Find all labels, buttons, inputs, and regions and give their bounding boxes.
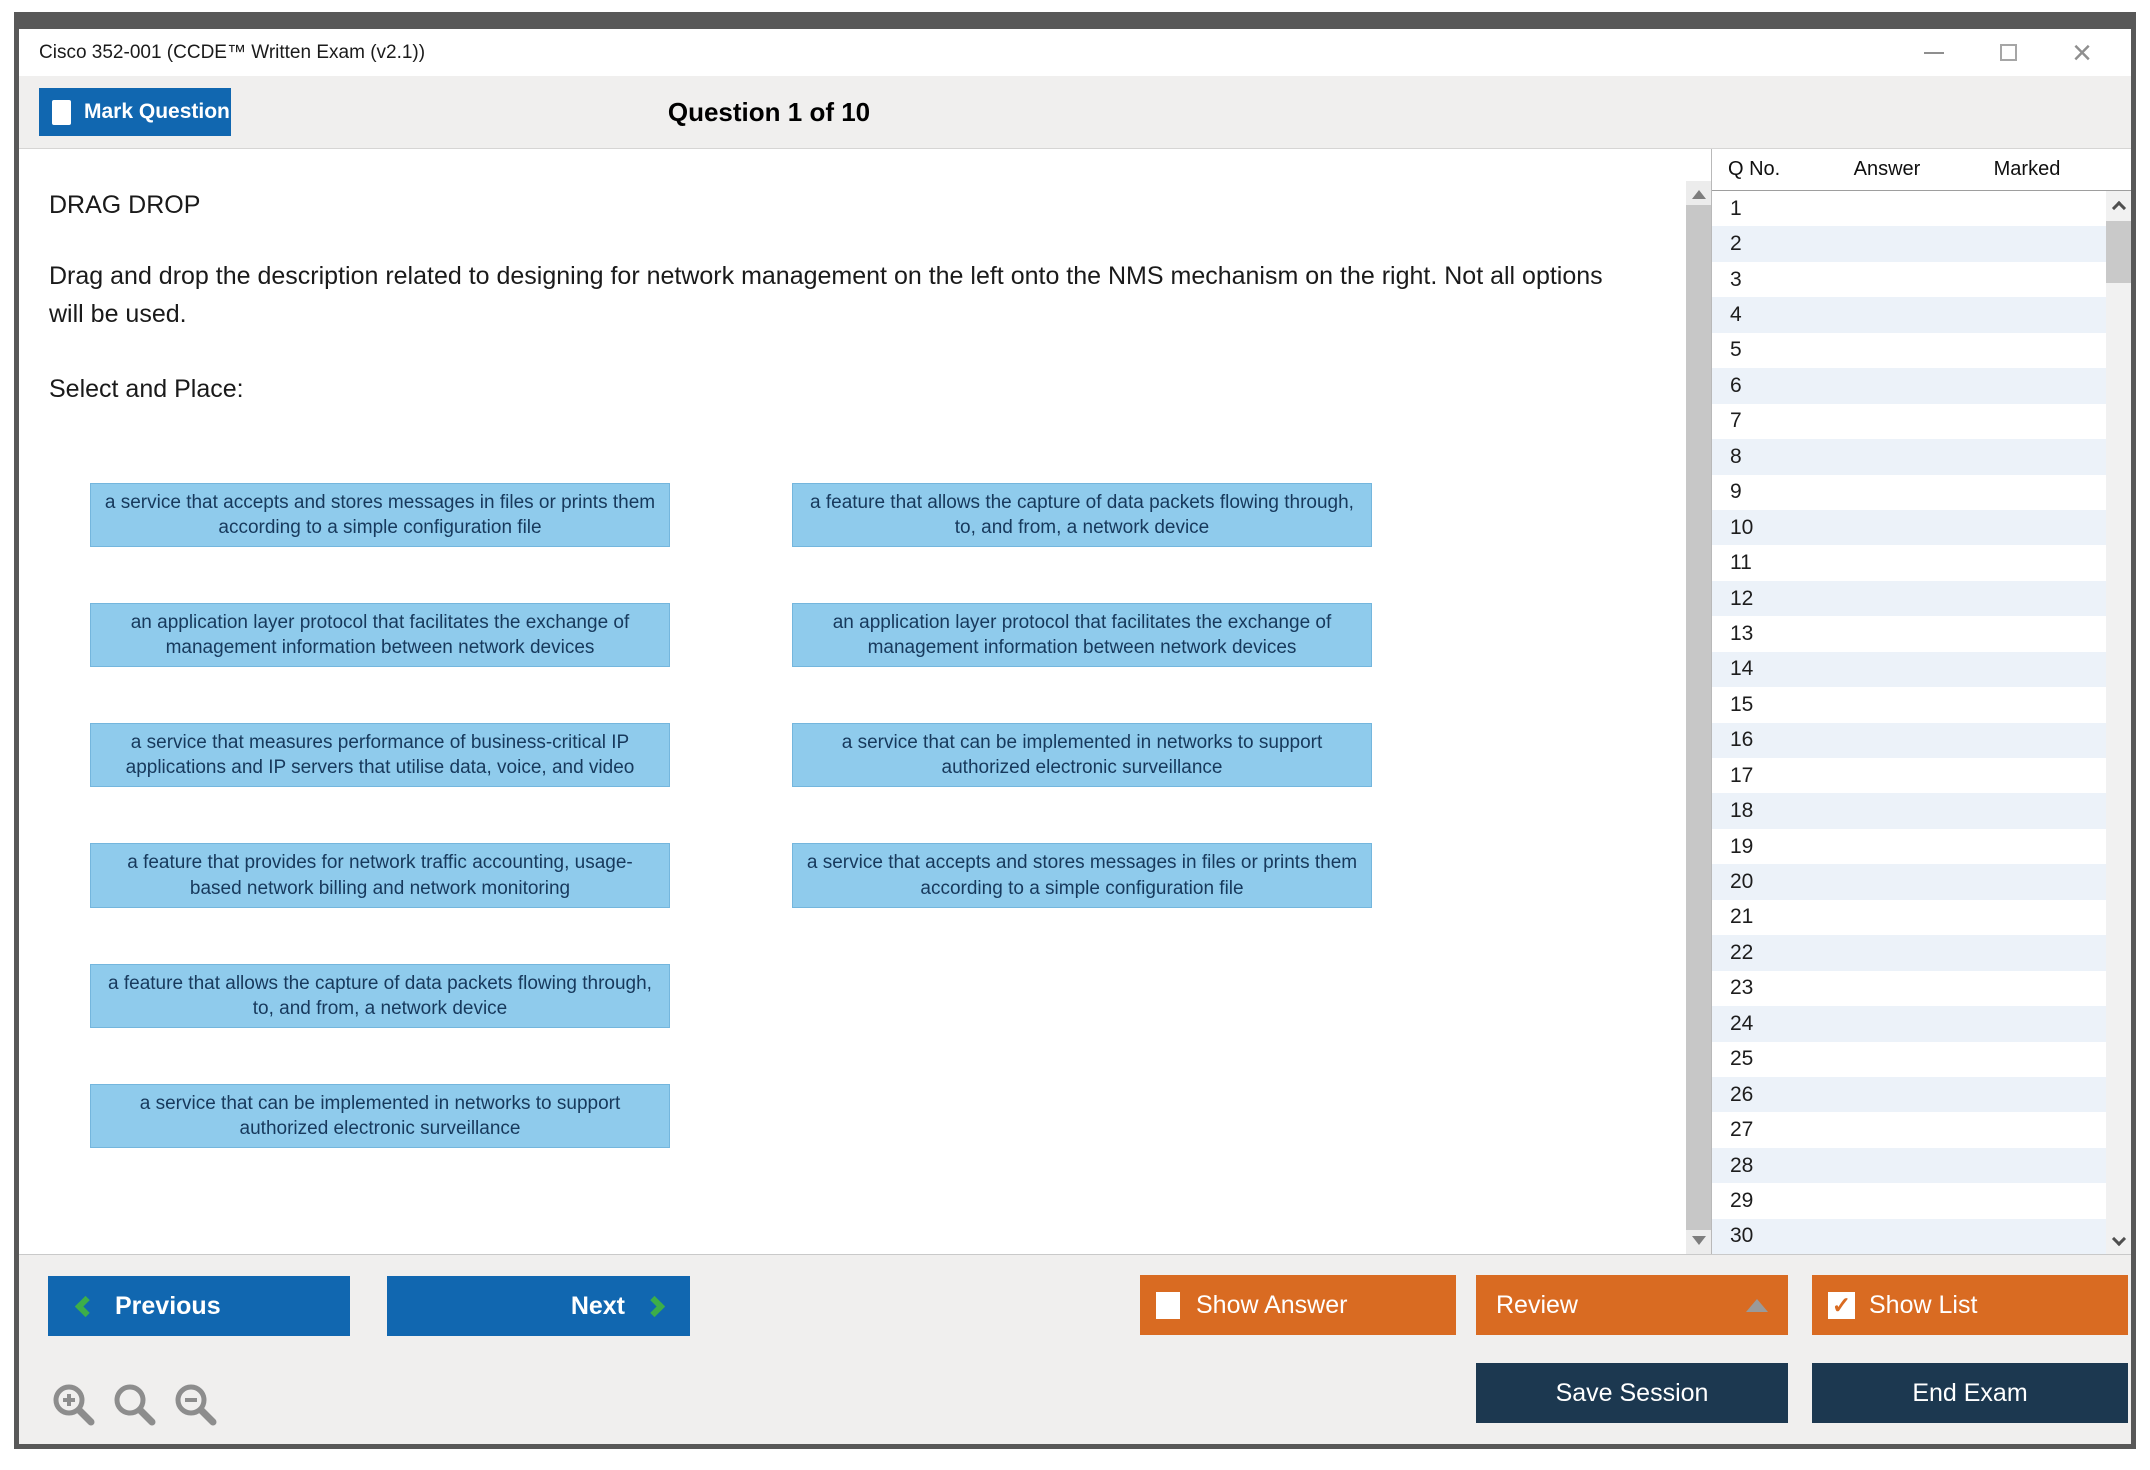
q-number: 15 — [1730, 692, 1754, 716]
q-number: 16 — [1730, 728, 1754, 752]
list-scrollbar[interactable] — [2106, 191, 2131, 1254]
question-list-row[interactable] — [1712, 900, 2106, 935]
q-number: 9 — [1730, 480, 1742, 504]
q-number: 1 — [1730, 196, 1742, 220]
q-number: 29 — [1730, 1188, 1754, 1212]
question-panel — [19, 149, 1686, 1254]
question-list-row[interactable] — [1712, 793, 2106, 828]
question-list-row[interactable] — [1712, 1183, 2106, 1218]
select-and-place-label: Select and Place: — [49, 375, 244, 403]
question-list-row[interactable] — [1712, 971, 2106, 1006]
column-q-no: Q No. — [1728, 158, 1781, 180]
q-number: 20 — [1730, 870, 1754, 894]
question-list-row[interactable] — [1712, 404, 2106, 439]
question-list-row[interactable] — [1712, 687, 2106, 722]
show-answer-button[interactable] — [1140, 1275, 1456, 1335]
chevron-left-icon — [75, 1295, 96, 1316]
list-scrollbar-thumb[interactable] — [2106, 221, 2131, 283]
question-list-row[interactable] — [1712, 652, 2106, 687]
end-exam-label: End Exam — [1912, 1378, 2028, 1407]
q-number: 4 — [1730, 303, 1742, 327]
close-button[interactable] — [2069, 33, 2095, 72]
question-list-row[interactable] — [1712, 545, 2106, 580]
q-number: 13 — [1730, 621, 1754, 645]
question-counter: Question 1 of 10 — [667, 96, 871, 127]
question-list-row[interactable] — [1712, 935, 2106, 970]
chevron-right-icon — [644, 1295, 665, 1316]
q-number: 5 — [1730, 338, 1742, 362]
question-list-row[interactable] — [1712, 297, 2106, 332]
drag-option[interactable]: a feature that allows the capture of data packets flowing through, to, and from, a network device — [90, 964, 670, 1028]
q-number: 17 — [1730, 763, 1754, 787]
drop-target[interactable]: a feature that allows the capture of data packets flowing through, to, and from, a network device — [792, 483, 1372, 547]
scroll-down-icon[interactable] — [1692, 1236, 1706, 1245]
end-exam-button[interactable] — [1812, 1363, 2128, 1423]
question-list-row[interactable] — [1712, 368, 2106, 403]
title-bar — [19, 29, 2131, 76]
previous-label: Previous — [115, 1291, 221, 1320]
q-number: 28 — [1730, 1153, 1754, 1177]
drag-option[interactable]: a service that can be implemented in networks to support authorized electronic surveillance — [90, 1084, 670, 1148]
q-number: 23 — [1730, 976, 1754, 1000]
question-list-row[interactable] — [1712, 333, 2106, 368]
column-answer: Answer — [1853, 158, 1921, 180]
question-list-row[interactable] — [1712, 829, 2106, 864]
show-list-label: Show List — [1869, 1290, 1978, 1319]
list-scroll-down-icon[interactable] — [2111, 1232, 2125, 1246]
list-scroll-up-icon[interactable] — [2111, 201, 2125, 215]
show-answer-label: Show Answer — [1196, 1290, 1348, 1319]
question-list-row[interactable] — [1712, 510, 2106, 545]
question-list-row[interactable] — [1712, 1112, 2106, 1147]
q-number: 2 — [1730, 232, 1742, 256]
exam-window — [14, 12, 2136, 1449]
mark-question-checkbox[interactable] — [52, 100, 71, 125]
q-number: 27 — [1730, 1118, 1754, 1142]
minimize-button[interactable] — [1921, 40, 1947, 66]
question-list-row[interactable] — [1712, 864, 2106, 899]
question-list-row[interactable] — [1712, 723, 2106, 758]
q-number: 3 — [1730, 267, 1742, 291]
question-list-row[interactable] — [1712, 1042, 2106, 1077]
question-list-row[interactable] — [1712, 616, 2106, 651]
scroll-up-icon[interactable] — [1692, 190, 1706, 199]
zoom-controls — [50, 1381, 220, 1429]
q-number: 14 — [1730, 657, 1754, 681]
question-list-row[interactable] — [1712, 1219, 2106, 1254]
window-controls — [1921, 33, 2111, 72]
column-marked: Marked — [1993, 158, 2061, 180]
show-list-checkbox[interactable]: ✓ — [1828, 1292, 1855, 1319]
previous-button[interactable] — [48, 1276, 350, 1336]
next-label: Next — [570, 1291, 625, 1320]
drag-drop-area — [90, 483, 1372, 1204]
question-list-row[interactable] — [1712, 1006, 2106, 1041]
q-number: 26 — [1730, 1082, 1754, 1106]
maximize-icon — [2000, 44, 2017, 61]
question-list-row[interactable] — [1712, 1148, 2106, 1183]
drop-target[interactable]: an application layer protocol that facilitates the exchange of management information between network devices — [792, 603, 1372, 667]
triangle-up-icon — [1746, 1299, 1768, 1312]
drag-options-column — [90, 483, 670, 1204]
question-list-row[interactable] — [1712, 581, 2106, 616]
drop-targets-column — [792, 483, 1372, 1204]
question-list-row[interactable] — [1712, 191, 2106, 226]
main-area — [19, 149, 2131, 1254]
q-number: 24 — [1730, 1011, 1754, 1035]
q-number: 7 — [1730, 409, 1742, 433]
review-button[interactable] — [1476, 1275, 1788, 1335]
q-number: 8 — [1730, 444, 1742, 468]
close-icon: × — [2072, 33, 2092, 72]
question-list-sidebar — [1711, 149, 2131, 1254]
drag-option[interactable]: an application layer protocol that facilitates the exchange of management information between network devices — [90, 603, 670, 667]
q-number: 22 — [1730, 940, 1754, 964]
question-list-row[interactable] — [1712, 439, 2106, 474]
q-number: 18 — [1730, 799, 1754, 823]
question-list-body — [1712, 191, 2131, 1254]
question-list-row[interactable] — [1712, 1077, 2106, 1112]
question-instructions: Drag and drop the description related to designing for network management on the left onto the NMS mechanism on the right. Not all options will be used. — [49, 262, 1603, 328]
question-list-row[interactable] — [1712, 475, 2106, 510]
q-number: 12 — [1730, 586, 1754, 610]
q-number: 21 — [1730, 905, 1754, 929]
drag-option[interactable]: a feature that provides for network traffic accounting, usage-based network billing and network monitoring — [90, 843, 670, 907]
question-header-bar — [19, 76, 2131, 149]
show-answer-checkbox[interactable] — [1156, 1292, 1180, 1319]
q-number: 11 — [1730, 551, 1752, 575]
question-type-label: DRAG DROP — [49, 191, 201, 219]
question-list-row[interactable] — [1712, 262, 2106, 297]
save-session-label: Save Session — [1555, 1378, 1709, 1407]
show-list-button[interactable] — [1812, 1275, 2128, 1335]
main-scrollbar[interactable] — [1686, 181, 1711, 1254]
question-list-header — [1712, 149, 2131, 191]
q-number: 6 — [1730, 373, 1742, 397]
main-scrollbar-thumb[interactable] — [1686, 205, 1711, 1230]
zoom-in-icon[interactable] — [50, 1381, 98, 1429]
minimize-icon — [1924, 52, 1944, 54]
save-session-button[interactable] — [1476, 1363, 1788, 1423]
review-label: Review — [1496, 1290, 1578, 1319]
mark-question-button[interactable] — [39, 88, 231, 136]
drop-target[interactable]: a service that accepts and stores messages in files or prints them according to a simple configuration file — [792, 843, 1372, 907]
footer-bar — [19, 1254, 2131, 1444]
q-number: 30 — [1730, 1224, 1754, 1248]
next-button[interactable] — [387, 1276, 690, 1336]
question-list-row[interactable] — [1712, 758, 2106, 793]
drag-option[interactable]: a service that measures performance of business-critical IP applications and IP servers that utilise data, voice, and video — [90, 723, 670, 787]
drop-target[interactable]: a service that can be implemented in networks to support authorized electronic surveillance — [792, 723, 1372, 787]
q-number: 25 — [1730, 1047, 1754, 1071]
zoom-reset-icon[interactable] — [111, 1381, 159, 1429]
q-number: 19 — [1730, 834, 1754, 858]
maximize-button[interactable] — [1995, 40, 2021, 66]
drag-option[interactable]: a service that accepts and stores messages in files or prints them according to a simple configuration file — [90, 483, 670, 547]
window-title: Cisco 352-001 (CCDE™ Written Exam (v2.1)) — [39, 41, 426, 63]
question-list — [1712, 191, 2106, 1254]
q-number: 10 — [1730, 515, 1754, 539]
question-list-row[interactable] — [1712, 226, 2106, 261]
mark-question-label: Mark Question — [84, 100, 230, 123]
zoom-out-icon[interactable] — [172, 1381, 220, 1429]
